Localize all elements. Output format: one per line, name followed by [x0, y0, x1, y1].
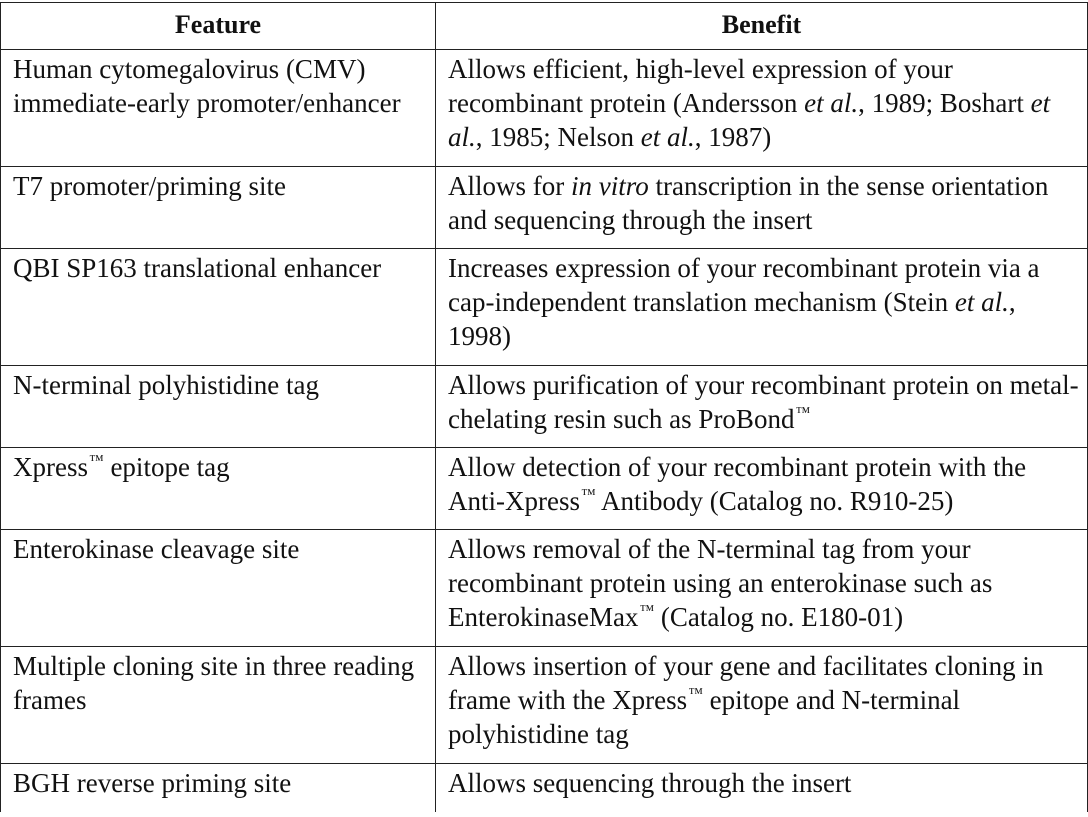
- table-row: [1, 167, 1088, 249]
- table-row: [1, 249, 1088, 366]
- feature-cell: [1, 448, 436, 530]
- feature-benefit-table: [0, 2, 1088, 812]
- cell-text: , 1998): [448, 287, 1016, 351]
- cell-text: Allows removal of the N-terminal tag from your recombinant protein using an enterokinase such as EnterokinaseMax: [448, 534, 993, 632]
- cell-text: Multiple cloning site in three reading frames: [13, 651, 415, 715]
- header-row: [1, 3, 1088, 50]
- trademark-symbol: ™: [639, 603, 655, 619]
- feature-cell: [1, 764, 436, 813]
- italic-text: et al.: [804, 88, 859, 118]
- cell-text: (Catalog no. E180-01): [654, 602, 904, 632]
- table-row: [1, 366, 1088, 448]
- benefit-cell: [436, 764, 1088, 813]
- trademark-symbol: ™: [89, 453, 104, 469]
- cell-text: transcription in the sense orientation and sequencing through the insert: [448, 171, 1049, 235]
- italic-text: et al.: [954, 287, 1009, 317]
- italic-text: et al.: [448, 88, 1051, 152]
- benefit-cell: [436, 167, 1088, 249]
- benefit-cell: [436, 647, 1088, 764]
- feature-cell: [1, 249, 436, 366]
- cell-text: , 1987): [694, 122, 772, 152]
- header-feature: Feature: [1, 3, 436, 50]
- cell-text: , 1985; Nelson: [475, 122, 641, 152]
- benefit-cell: [436, 50, 1088, 167]
- cell-text: Allow detection of your recombinant protein with the Anti-Xpress: [448, 452, 1027, 516]
- table-row: [1, 764, 1088, 813]
- trademark-symbol: ™: [580, 487, 596, 503]
- benefit-cell: [436, 249, 1088, 366]
- cell-text: Allows insertion of your gene and facilitates cloning in frame with the Xpress: [448, 651, 1044, 715]
- italic-text: in vitro: [571, 171, 649, 201]
- table-row: [1, 448, 1088, 530]
- cell-text: Xpress: [13, 452, 88, 482]
- cell-text: Enterokinase cleavage site: [13, 534, 300, 564]
- cell-text: Human cytomegalovirus (CMV) immediate-early promoter/enhancer: [13, 54, 401, 118]
- cell-text: , 1989; Boshart: [858, 88, 1031, 118]
- feature-cell: [1, 366, 436, 448]
- feature-cell: [1, 647, 436, 764]
- feature-cell: [1, 167, 436, 249]
- trademark-symbol: ™: [795, 405, 811, 421]
- trademark-symbol: ™: [688, 686, 703, 702]
- cell-text: N-terminal polyhistidine tag: [13, 370, 319, 400]
- benefit-cell: [436, 530, 1088, 647]
- feature-cell: [1, 530, 436, 647]
- cell-text: Allows purification of your recombinant protein on metal-chelating resin such as ProBond: [448, 370, 1079, 434]
- cell-text: Allows sequencing through the insert: [448, 768, 852, 798]
- cell-text: QBI SP163 translational enhancer: [13, 253, 382, 283]
- cell-text: Increases expression of your recombinant protein via a cap-independent translation mechanism (Stein: [448, 253, 1040, 317]
- table-row: [1, 530, 1088, 647]
- table-row: [1, 50, 1088, 167]
- cell-text: epitope and N-terminal polyhistidine tag: [448, 685, 961, 749]
- cell-text: Allows for: [448, 171, 571, 201]
- feature-cell: [1, 50, 436, 167]
- benefit-cell: [436, 448, 1088, 530]
- italic-text: et al.: [640, 122, 695, 152]
- cell-text: Allows efficient, high-level expression of your recombinant protein (Andersson: [448, 54, 953, 118]
- benefit-cell: [436, 366, 1088, 448]
- cell-text: epitope tag: [103, 452, 230, 482]
- cell-text: BGH reverse priming site: [13, 768, 292, 798]
- cell-text: T7 promoter/priming site: [13, 171, 286, 201]
- table-row: [1, 647, 1088, 764]
- cell-text: Antibody (Catalog no. R910-25): [595, 486, 954, 516]
- header-benefit: Benefit: [436, 3, 1088, 50]
